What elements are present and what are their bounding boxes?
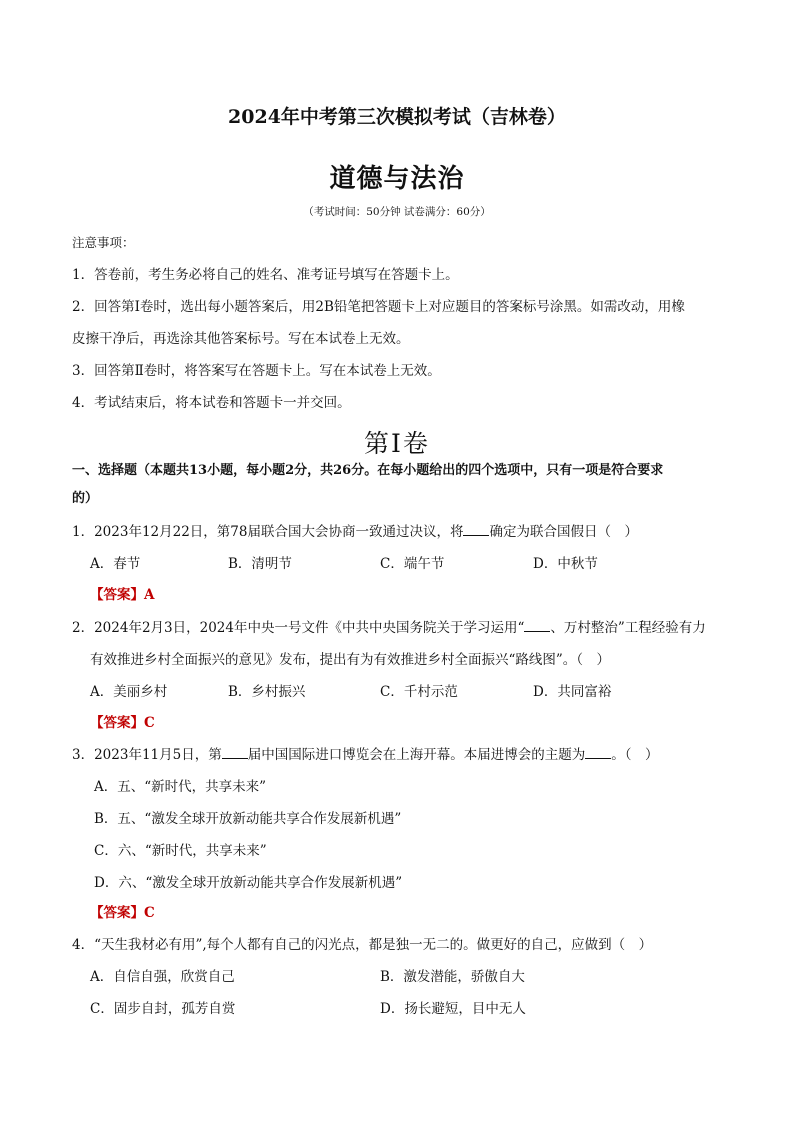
fill-blank	[585, 746, 611, 759]
option-a: A．自信自强，欣赏自己	[90, 969, 235, 985]
question-stem	[72, 523, 638, 541]
option-b: B．激发潜能，骄傲自大	[380, 969, 525, 985]
option-d: D．六、“激发全球开放新动能共享合作发展新机遇”	[94, 875, 403, 891]
answer-line	[90, 586, 154, 604]
fill-blank	[524, 619, 550, 632]
option-c: C．端午节	[380, 556, 445, 572]
stem-part: 、万村整治”工程经验有力	[550, 620, 706, 636]
option-a: A．春节	[90, 556, 141, 572]
stem-part: 3．2023年11月5日，第	[72, 747, 222, 763]
stem-part: 2．2024年2月3日，2024年中央一号文件《中共中央国务院关于学习运用“	[72, 620, 525, 636]
option-c: C．固步自封，孤芳自赏	[90, 1001, 236, 1017]
answer-value: C	[144, 905, 155, 921]
stem-part: 确定为联合国假日（ ）	[489, 524, 638, 540]
section-instruction: 一、选择题（本题共13小题，每小题2分，共26分。在每小题给出的四个选项中，只有一项是符合要求	[72, 463, 664, 478]
fill-blank	[222, 746, 248, 759]
question-stem	[72, 746, 658, 764]
question-stem: 4．“天生我材必有用”,每个人都有自己的闪光点，都是独一无二的。做更好的自己，应做到（ ）	[72, 937, 653, 953]
exam-title: 2024年中考第三次模拟考试（吉林卷）	[228, 106, 566, 128]
answer-label: 【答案】	[90, 715, 144, 731]
fill-blank	[463, 523, 489, 536]
answer-line	[90, 714, 155, 732]
stem-part: 1．2023年12月22日，第78届联合国大会协商一致通过决议，将	[72, 524, 464, 540]
option-c: C．六、“新时代，共享未来”	[94, 843, 267, 859]
subject-title: 道德与法治	[329, 164, 465, 194]
option-a: A．五、“新时代，共享未来”	[94, 779, 267, 795]
answer-value: C	[144, 715, 155, 731]
option-d: D．中秋节	[533, 556, 598, 572]
option-a: A．美丽乡村	[90, 684, 168, 700]
option-b: B．五、“激发全球开放新动能共享合作发展新机遇”	[94, 811, 402, 827]
answer-label: 【答案】	[90, 905, 144, 921]
stem-part: 。（ ）	[611, 747, 659, 763]
section-instruction-cont: 的）	[72, 491, 99, 506]
answer-value: A	[144, 587, 155, 603]
note-item: 皮擦干净后，再选涂其他答案标号。写在本试卷上无效。	[72, 331, 410, 347]
answer-label: 【答案】	[90, 587, 144, 603]
note-item: 2．回答第Ⅰ卷时，选出每小题答案后，用2B铅笔把答题卡上对应题目的答案标号涂黑。如需改动，用橡	[72, 299, 685, 315]
notes-heading: 注意事项：	[72, 235, 135, 250]
question-stem	[72, 619, 706, 637]
note-item: 3．回答第Ⅱ卷时，将答案写在答题卡上。写在本试卷上无效。	[72, 363, 441, 379]
option-c: C．千村示范	[380, 684, 458, 700]
stem-part: 届中国国际进口博览会在上海开幕。本届进博会的主题为	[247, 747, 586, 763]
option-d: D．共同富裕	[533, 684, 612, 700]
option-b: B．清明节	[228, 556, 292, 572]
note-item: 1．答卷前，考生务必将自己的姓名、准考证号填写在答题卡上。	[72, 267, 459, 283]
section-heading: 第Ⅰ卷	[364, 429, 430, 458]
option-d: D．扬长避短，目中无人	[380, 1001, 526, 1017]
answer-line	[90, 904, 155, 922]
exam-info: （考试时间：50分钟 试卷满分：60分）	[303, 206, 491, 218]
question-stem-cont: 有效推进乡村全面振兴的意见》发布，提出有为有效推进乡村全面振兴“路线图”。（ ）	[90, 652, 611, 668]
note-item: 4．考试结束后，将本试卷和答题卡一并交回。	[72, 395, 351, 411]
option-b: B．乡村振兴	[228, 684, 306, 700]
